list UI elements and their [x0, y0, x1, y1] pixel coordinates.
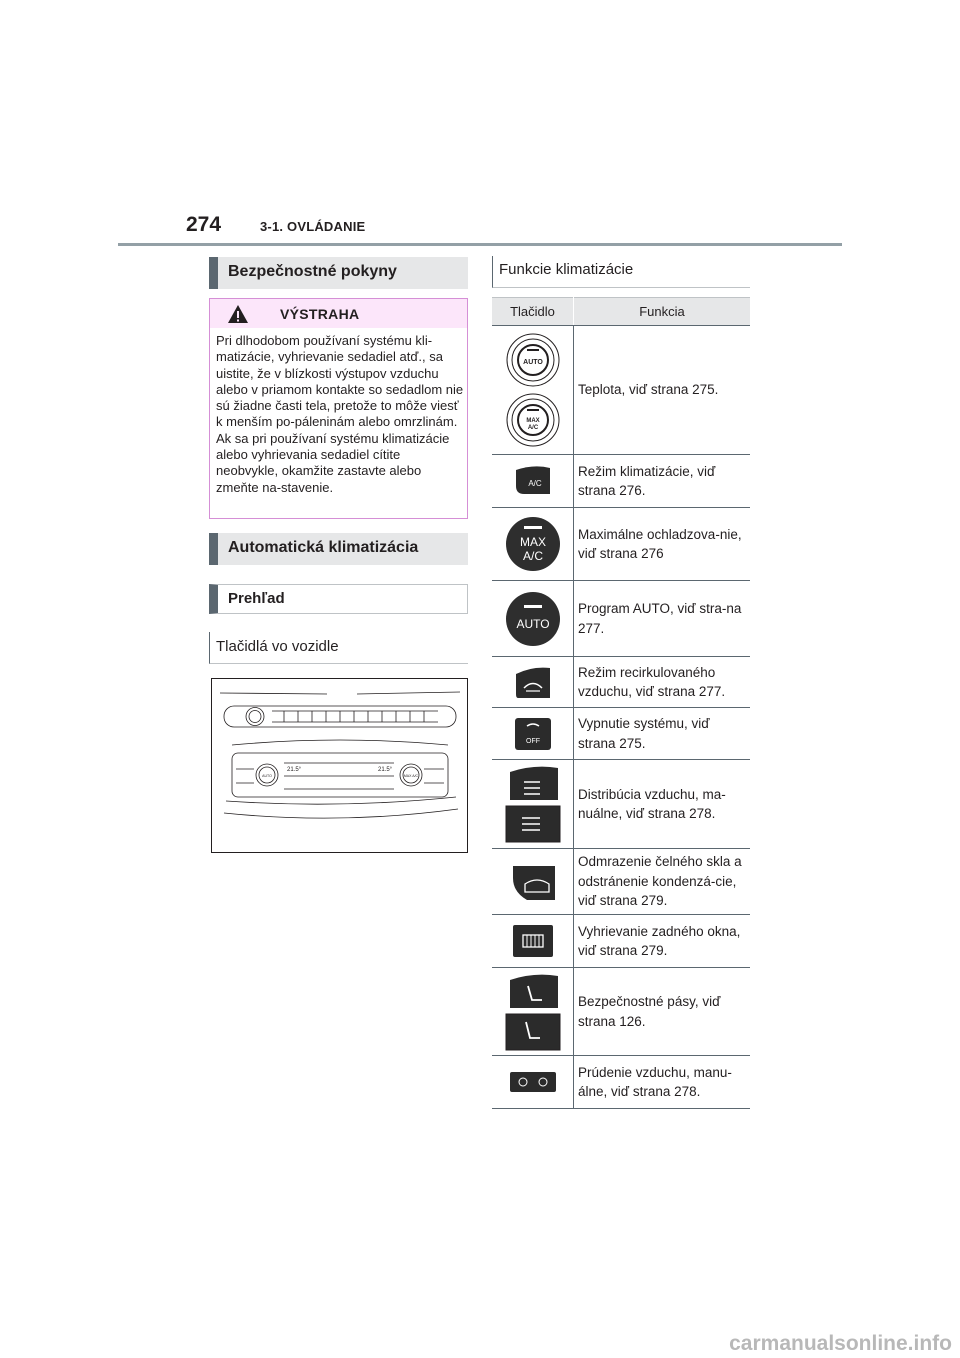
panel-max-label: MAX A/C [403, 774, 419, 778]
panel-auto-label: AUTO [262, 774, 272, 778]
panel-temp-right: 21.5° [378, 767, 393, 773]
auto-button-icon [505, 591, 561, 647]
function-text: Distribúcia vzduchu, ma-nuálne, viď strana 278. [574, 760, 751, 849]
svg-text:AUTO: AUTO [522, 359, 543, 366]
safety-heading: Bezpečnostné pokyny [209, 257, 468, 289]
function-text: Režim klimatizácie, viď strana 276. [574, 455, 751, 508]
table-row [492, 708, 750, 760]
function-text: Teplota, viď strana 275. [574, 326, 751, 455]
function-text: Program AUTO, viď stra-na 277. [574, 581, 751, 657]
overview-heading: Prehľad [209, 584, 468, 614]
dashboard-drawing [212, 679, 467, 852]
functions-title: Funkcie klimatizácie [492, 256, 750, 288]
warning-title: VÝSTRAHA [280, 306, 360, 322]
function-text: Vypnutie systému, viď strana 275. [574, 708, 751, 760]
table-row [492, 915, 750, 968]
warning-text: Pri dlhodobom používaní systému kli-matizácie, vyhrievanie sedadiel atď., sa uistite, že v blízkosti výstupov vzduchu alebo v priamom kontakte so sedadlom nie sú žiadne časti tela, pretože to môže viesť k menším po-páleninám alebo omrzlinám. Ak sa pri používaní systému klimatizácie alebo vyhrievania sedadiel cítite neobvykle, okamžite zastavte alebo zmeňte na-stavenie. [216, 333, 464, 495]
svg-text:A/C: A/C [527, 479, 542, 488]
auto-climate-heading: Automatická klimatizácia [209, 533, 468, 565]
max-ac-button-icon [505, 516, 561, 572]
col-function-header: Funkcia [574, 298, 751, 326]
table-row [492, 581, 750, 657]
col-button-header: Tlačidlo [492, 298, 574, 326]
function-text: Vyhrievanie zadného okna, viď strana 279. [574, 915, 751, 968]
rear-window-heating-button-icon [511, 923, 555, 959]
windshield-defrost-button-icon [509, 862, 557, 902]
svg-text:A/C: A/C [527, 425, 538, 431]
seat-heating-buttons-icon [504, 972, 562, 1052]
svg-text:MAX: MAX [525, 418, 540, 424]
vehicle-buttons-heading: Tlačidlá vo vozidle [209, 632, 468, 664]
table-row [492, 1056, 750, 1109]
warning-header [210, 299, 467, 328]
functions-table [492, 297, 750, 1109]
table-row [492, 968, 750, 1056]
svg-text:OFF: OFF [525, 737, 540, 745]
chapter-title: 3-1. OVLÁDANIE [260, 219, 366, 234]
function-text: Bezpečnostné pásy, viď strana 126. [574, 968, 751, 1056]
recirculation-button-icon [514, 664, 552, 700]
svg-text:MAX: MAX [519, 535, 546, 549]
svg-text:A/C: A/C [522, 549, 543, 563]
svg-text:AUTO: AUTO [515, 616, 550, 631]
warning-triangle-icon [227, 304, 249, 324]
function-text: Režim recirkulovaného vzduchu, viď strana 277. [574, 657, 751, 708]
table-row [492, 455, 750, 508]
table-row [492, 657, 750, 708]
off-button-icon [513, 716, 553, 752]
panel-temp-left: 21.5° [287, 767, 302, 773]
warning-box [209, 298, 468, 519]
header-rule [118, 243, 842, 246]
air-distribution-buttons-icon [504, 764, 562, 844]
watermark: carmanualsonline.info [729, 1332, 952, 1355]
temperature-knobs-icon [502, 331, 564, 449]
function-text: Prúdenie vzduchu, manu-álne, viď strana 278. [574, 1056, 751, 1109]
function-text: Maximálne ochladzova-nie, viď strana 276 [574, 508, 751, 581]
page-number: 274 [186, 213, 222, 236]
ac-button-icon [514, 464, 552, 498]
climate-panel-illustration [211, 678, 468, 853]
table-row [492, 508, 750, 581]
table-header-row [492, 298, 750, 326]
function-text: Odmrazenie čelného skla a odstránenie kondenzá-cie, viď strana 279. [574, 849, 751, 915]
fan-speed-buttons-icon [508, 1070, 558, 1094]
table-row [492, 849, 750, 915]
table-row [492, 760, 750, 849]
table-row [492, 326, 750, 455]
